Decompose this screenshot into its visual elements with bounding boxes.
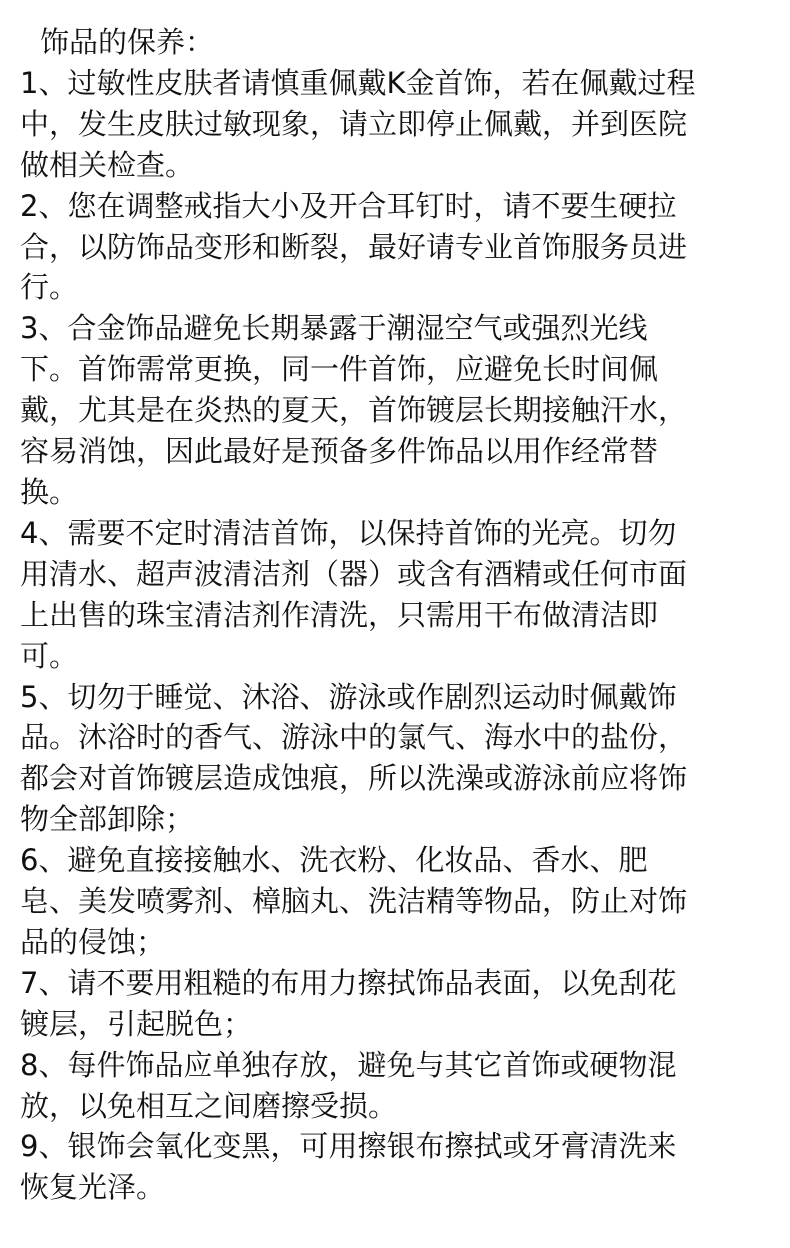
care-instruction-line: 中，发生皮肤过敏现象，请立即停止佩戴，并到医院 — [20, 106, 688, 141]
care-instruction-line: 放，以免相互之间磨擦受损。 — [20, 1088, 398, 1123]
care-instruction-line: 合，以防饰品变形和断裂，最好请专业首饰服务员进 — [20, 229, 688, 264]
care-instruction-line: 做相关检查。 — [20, 147, 195, 182]
care-instruction-line: 用清水、超声波清洁剂（器）或含有酒精或任何市面 — [20, 556, 688, 591]
care-instruction-line: 4、需要不定时清洁首饰，以保持首饰的光亮。切勿 — [20, 515, 677, 550]
care-instruction-line: 1、过敏性皮肤者请慎重佩戴K金首饰，若在佩戴过程 — [20, 65, 696, 100]
care-instruction-line: 上出售的珠宝清洁剂作清洗，只需用干布做清洁即 — [20, 597, 659, 632]
care-instruction-line: 容易消蚀，因此最好是预备多件饰品以用作经常替 — [20, 434, 659, 469]
care-instruction-item — [20, 308, 770, 513]
care-instruction-item — [20, 1126, 770, 1208]
care-instruction-line: 5、切勿于睡觉、沐浴、游泳或作剧烈运动时佩戴饰 — [20, 679, 677, 714]
care-instruction-line: 换。 — [20, 474, 79, 509]
care-instruction-item — [20, 840, 770, 963]
care-instruction-item — [20, 1045, 770, 1127]
care-instruction-line: 物全部卸除； — [20, 802, 195, 837]
care-instruction-line: 9、银饰会氧化变黑，可用擦银布擦拭或牙膏清洗来 — [20, 1129, 677, 1164]
care-instruction-item — [20, 677, 770, 841]
care-instruction-line: 6、避免直接接触水、洗衣粉、化妆品、香水、肥 — [20, 843, 648, 878]
care-instruction-line: 7、请不要用粗糙的布用力擦拭饰品表面，以免刮花 — [20, 965, 677, 1000]
care-instruction-line: 恢复光泽。 — [20, 1170, 166, 1205]
care-instruction-line: 品的侵蚀； — [20, 924, 166, 959]
care-instruction-item — [20, 513, 770, 677]
care-instruction-line: 都会对首饰镀层造成蚀痕，所以洗澡或游泳前应将饰 — [20, 761, 688, 796]
care-instruction-item — [20, 186, 770, 309]
document-title: 饰品的保养： — [40, 25, 215, 59]
care-instruction-line: 戴，尤其是在炎热的夏天，首饰镀层长期接触汗水， — [20, 393, 688, 428]
care-instruction-line: 下。首饰需常更换，同一件首饰，应避免长时间佩 — [20, 352, 659, 387]
care-instruction-line: 3、合金饰品避免长期暴露于潮湿空气或强烈光线 — [20, 311, 648, 346]
care-instruction-item — [20, 63, 770, 186]
care-instruction-line: 品。沐浴时的香气、游泳中的氯气、海水中的盐份， — [20, 720, 688, 755]
care-instruction-line: 2、您在调整戒指大小及开合耳钉时，请不要生硬拉 — [20, 188, 677, 223]
care-instruction-line: 8、每件饰品应单独存放，避免与其它首饰或硬物混 — [20, 1047, 677, 1082]
care-instruction-line: 行。 — [20, 270, 79, 305]
care-instruction-item — [20, 963, 770, 1045]
care-instruction-line: 皂、美发喷雾剂、樟脑丸、洗洁精等物品，防止对饰 — [20, 884, 688, 919]
care-instruction-list — [20, 63, 770, 1208]
care-instruction-line: 可。 — [20, 638, 79, 673]
care-instructions-document — [20, 22, 770, 1208]
care-instruction-line: 镀层，引起脱色； — [20, 1006, 253, 1041]
